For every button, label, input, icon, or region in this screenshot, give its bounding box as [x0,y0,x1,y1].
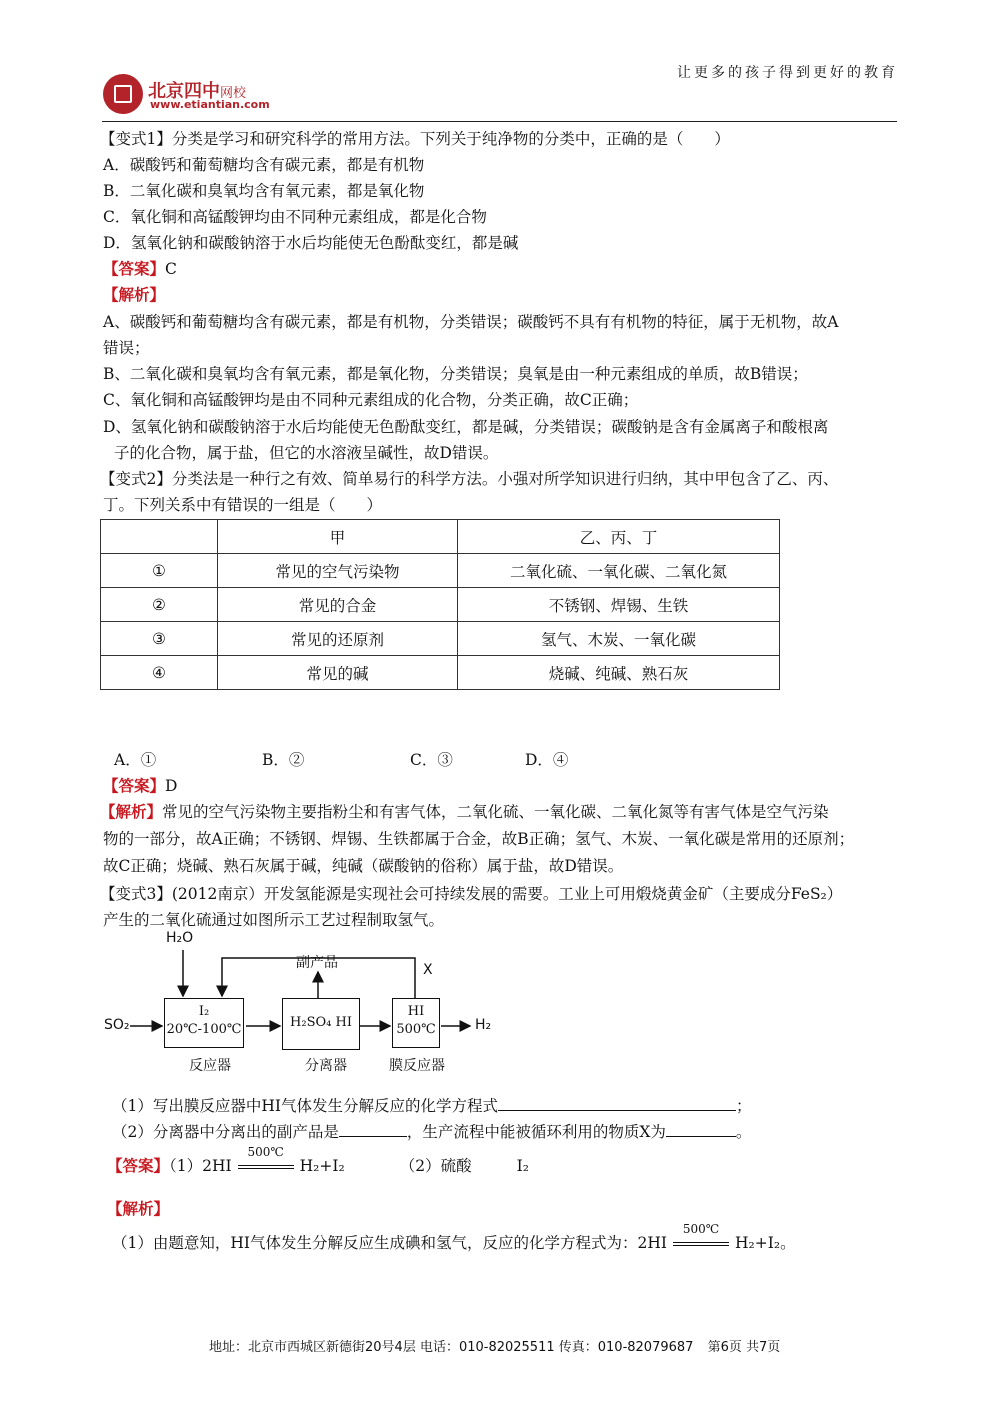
table-row [101,588,780,622]
q1-analysis-line: C、氧化铜和高锰酸钾均是由不同种元素组成的化合物，分类正确，故C正确； [103,391,639,409]
separator-box: H₂SO₄ HI [282,998,360,1050]
answer-blank[interactable] [339,1120,407,1137]
q1-option-c: C．氧化铜和高锰酸钾均由不同种元素组成，都是化合物 [103,208,487,226]
table-header-cell [101,520,218,554]
q3-analysis: （1）由题意知，HI气体发生分解反应生成碘和氢气，反应的化学方程式为：2HI 500℃ H₂+I₂。 [112,1222,796,1252]
table-cell: ① [101,554,218,588]
table-row [101,656,780,690]
logo-emblem-icon [103,74,143,114]
q2-option-d: D．④ [525,751,569,769]
byproduct-label: 副产品 [296,955,338,971]
q3-stem: 【变式3】(2012南京）开发氢能源是实现社会可持续发展的需要。工业上可用煅烧黄金矿（主要成分FeS₂） [100,885,843,903]
q3-analysis-label: 【解析】 [107,1199,170,1218]
table-cell: ③ [101,622,218,656]
header-divider [102,121,897,122]
answer-blank[interactable] [666,1120,736,1137]
q1-analysis-line: A、碳酸钙和葡萄糖均含有碳元素，都是有机物，分类错误；碳酸钙不具有有机物的特征，属于无机物，故A [103,313,839,331]
table-cell: 常见的合金 [218,588,458,622]
so2-label: SO₂ [104,1017,130,1033]
table-cell: 二氧化硫、一氧化碳、二氧化氮 [458,554,780,588]
x-label: X [423,962,433,978]
q2-analysis-line: 故C正确；烧碱、熟石灰属于碱，纯碱（碳酸钠的俗称）属于盐，故D错误。 [103,857,624,875]
q1-stem: 【变式1】分类是学习和研究科学的常用方法。下列关于纯净物的分类中，正确的是（ ） [100,130,730,148]
q1-analysis-line: 子的化合物，属于盐，但它的水溶液呈碱性，故D错误。 [114,444,499,462]
q1-analysis-line: B、二氧化碳和臭氧均含有氧元素，都是氧化物，分类错误；臭氧是由一种元素组成的单质，故B错误； [103,365,808,383]
q3-stem: 产生的二氧化硫通过如图所示工艺过程制取氢气。 [103,911,445,929]
reactor-reagent: I₂ [198,1004,210,1019]
table-cell: ④ [101,656,218,690]
membrane-reactor-box [392,998,440,1048]
school-logo [103,74,303,114]
reactor-box [164,998,244,1048]
table-row [101,554,780,588]
q2-stem: 【变式2】分类法是一种行之有效、简单易行的科学方法。小强对所学知识进行归纳，其中甲包含了乙、丙、 [100,470,839,488]
separator-label: 分离器 [305,1058,347,1074]
q1-option-d: D．氢氧化钠和碳酸钠溶于水后均能使无色酚酞变红，都是碱 [103,234,519,252]
page-footer [209,1336,780,1355]
logo-url: www.etiantian.com [150,98,270,111]
table-row [101,622,780,656]
header-slogan: 让更多的孩子得到更好的教育 [677,65,898,81]
process-diagram [100,928,520,1078]
reactor-temperature: 20℃-100℃ [166,1022,242,1037]
reaction-condition: 500℃ [671,1233,731,1253]
table-cell: 常见的碱 [218,656,458,690]
membrane-temperature: 500℃ [396,1022,436,1037]
h2o-label: H₂O [166,930,194,946]
q1-option-a: A．碳酸钙和葡萄糖均含有碳元素，都是有机物 [103,156,425,174]
q2-option-b: B．② [262,751,305,769]
reaction-condition: 500℃ [236,1156,296,1176]
table-header-cell: 甲 [218,520,458,554]
q2-table [100,519,780,690]
q2-analysis-line: 物的一部分，故A正确；不锈钢、焊锡、生铁都属于合金，故B正确；氢气、木炭、一氧化碳是常用的还原剂； [103,830,855,848]
table-header-cell: 乙、丙、丁 [458,520,780,554]
q3-sub2: （2）分离器中分离出的副产品是 ，生产流程中能被循环利用的物质X为 。 [112,1120,751,1142]
q3-sub1: （1）写出膜反应器中HI气体发生分解反应的化学方程式 ； [112,1094,752,1116]
table-cell: 常见的还原剂 [218,622,458,656]
q2-analysis: 【解析】常见的空气污染物主要指粉尘和有害气体，二氧化硫、一氧化碳、二氧化氮等有害气体是空气污染 [100,802,829,821]
logo-name: 北京四中网校 [148,81,247,102]
page-number: 第6页 共7页 [707,1340,781,1355]
q2-option-c: C．③ [410,751,453,769]
h2-label: H₂ [475,1017,492,1033]
table-cell: 氢气、木炭、一氧化碳 [458,622,780,656]
answer-blank[interactable] [498,1094,736,1111]
membrane-reagent: HI [407,1004,425,1019]
q1-analysis-line: D、氢氧化钠和碳酸钠溶于水后均能使无色酚酞变红，都是碱，分类错误；碳酸钠是含有金属离子和酸根离 [103,418,829,436]
q2-answer: 【答案】D [103,776,178,795]
q1-analysis-line: 错误； [103,339,150,357]
q1-option-b: B．二氧化碳和臭氧均含有氧元素，都是氧化物 [103,182,425,200]
q3-answer: 【答案】（1）2HI 500℃ H₂+I₂ （2）硫酸 I₂ [107,1145,529,1175]
table-cell: 烧碱、纯碱、熟石灰 [458,656,780,690]
table-header-row [101,520,780,554]
reactor-label: 反应器 [189,1058,231,1074]
q2-option-a: A．① [114,751,157,769]
q1-answer: 【答案】C [103,259,177,278]
membrane-reactor-label: 膜反应器 [389,1058,445,1074]
q2-stem: 丁。下列关系中有错误的一组是（ ） [103,496,383,514]
table-cell: 不锈钢、焊锡、生铁 [458,588,780,622]
table-cell: ② [101,588,218,622]
footer-address: 地址：北京市西城区新德街20号4层 电话：010-82025511 传真：010-82079687 [209,1340,694,1355]
table-cell: 常见的空气污染物 [218,554,458,588]
q1-analysis-label: 【解析】 [103,285,166,304]
